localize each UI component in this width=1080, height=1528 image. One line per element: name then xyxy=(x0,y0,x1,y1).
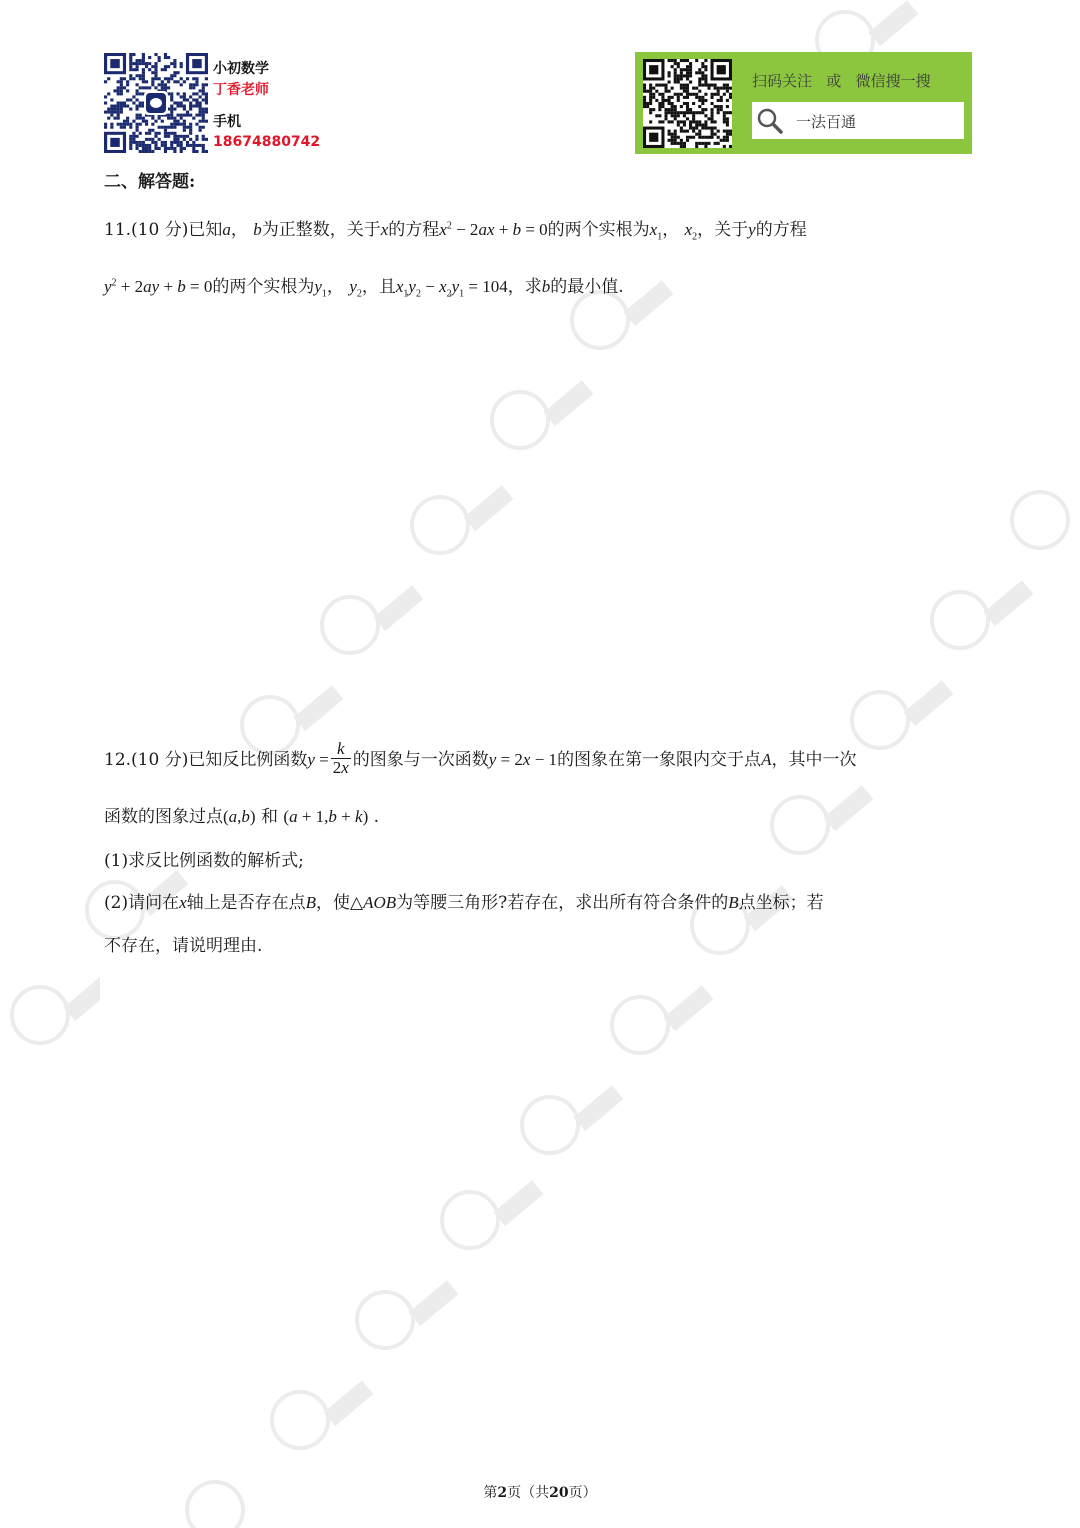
page-total: 20 xyxy=(549,1485,569,1501)
wechat-search-box xyxy=(752,102,964,139)
watermark-logo-icon xyxy=(430,1180,550,1260)
watermark-logo-icon xyxy=(510,1085,630,1165)
watermark-logo-icon xyxy=(345,1280,465,1360)
contact-line-3: 手机 xyxy=(213,114,241,130)
contact-line-2: 丁香老师 xyxy=(213,82,269,98)
watermark-logo-icon xyxy=(1000,480,1080,560)
q12-line-1: 12.(10 分)已知反比例函数y = $\frac{k}{2x}$ 的图象与一次函数y = 2x − 1的图象在第一象限内交于点A，其中一次 xyxy=(104,739,857,777)
q12-part-2-line-1: (2)请问在x轴上是否存在点B，使△AOB为等腰三角形?若存在，求出所有符合条件的B点坐标；若 xyxy=(104,893,824,913)
wechat-qr-code xyxy=(104,53,208,153)
q12-part-1: (1)求反比例函数的解析式; xyxy=(104,851,304,871)
search-text: 一法百通 xyxy=(796,113,857,131)
page-number: 2 xyxy=(497,1485,508,1501)
watermark-logo-icon xyxy=(760,785,880,865)
fraction-k-over-2x: $\frac{k}{2x}$ xyxy=(332,739,349,777)
watermark-logo-icon xyxy=(480,380,600,460)
q11-line-1: 11.(10 分)已知a， b为正整数，关于x的方程$x^2 - 2ax + b = 0$的两个实根为$x_1$， $x_2$，关于y的方程 xyxy=(104,220,807,243)
qr-code-icon xyxy=(104,53,208,153)
qr-code-icon xyxy=(643,59,732,148)
contact-line-1: 小初数学 xyxy=(213,61,269,77)
q12-part-2-line-2: 不存在，请说明理由. xyxy=(104,936,263,956)
q11-line-2: $y^2 + 2ay + b = 0$的两个实根为$y_1$， $y_2$，且$x_1y_2 - x_2y_1 = 104$，求b的最小值. xyxy=(104,277,624,300)
watermark-logo-icon xyxy=(600,985,720,1065)
watermark-logo-icon xyxy=(260,1380,380,1460)
watermark-logo-icon xyxy=(310,585,430,665)
q12-line-2: 函数的图象过点(a,b) 和 (a + 1,b + k) . xyxy=(104,807,380,827)
banner-qr-code xyxy=(643,59,732,148)
section-title: 二、解答题: xyxy=(104,172,196,192)
contact-phone: 18674880742 xyxy=(213,134,321,150)
banner-prompt: 扫码关注 或 微信搜一搜 xyxy=(752,72,931,90)
watermark-logo-icon xyxy=(0,975,100,1055)
watermark-logo-icon xyxy=(400,485,520,565)
page-footer: 第2页（共20页） xyxy=(483,1485,597,1501)
search-icon xyxy=(756,107,784,135)
watermark-logo-icon xyxy=(920,580,1040,660)
watermark-logo-icon xyxy=(840,680,960,760)
follow-banner xyxy=(635,52,972,154)
